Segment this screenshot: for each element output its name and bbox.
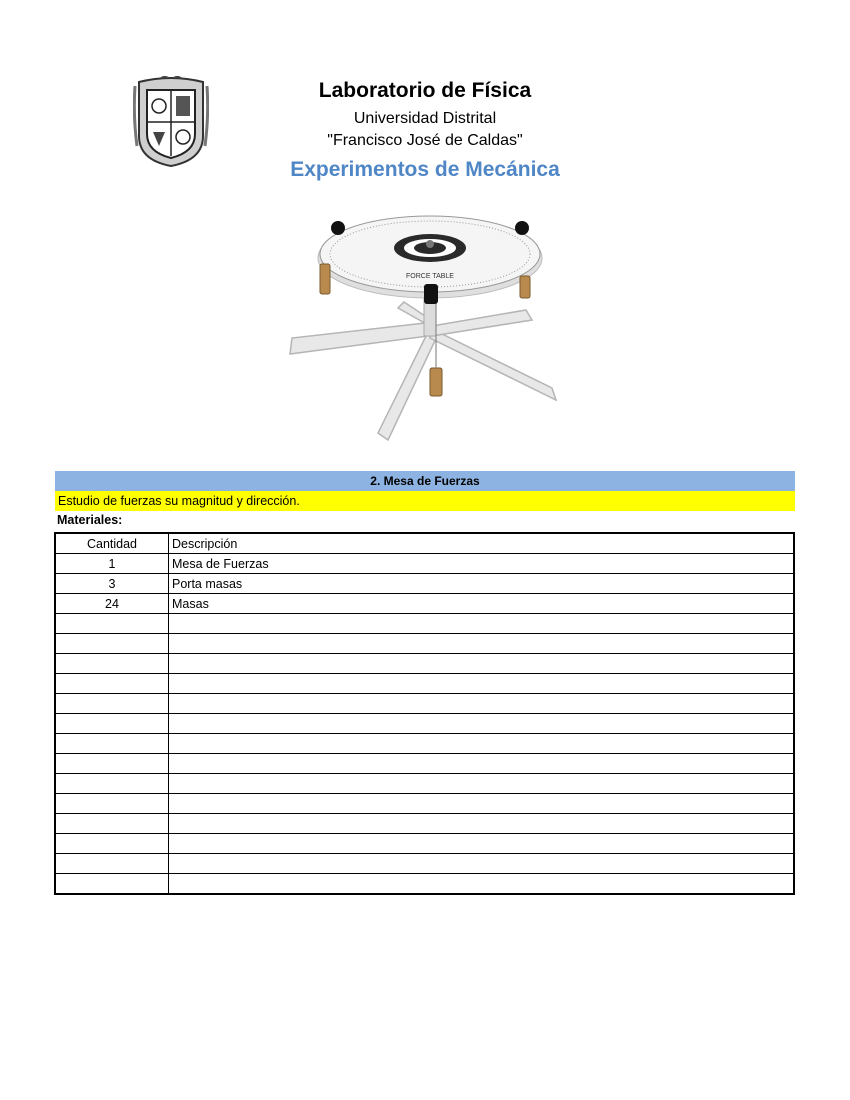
description-cell xyxy=(169,794,795,814)
description-cell xyxy=(169,634,795,654)
description-cell xyxy=(169,734,795,754)
quantity-cell xyxy=(55,834,169,854)
quantity-cell: 3 xyxy=(55,574,169,594)
quantity-cell xyxy=(55,714,169,734)
table-row xyxy=(55,814,794,834)
table-row xyxy=(55,654,794,674)
column-header-description: Descripción xyxy=(169,533,795,554)
description-cell xyxy=(169,834,795,854)
materials-label: Materiales: xyxy=(57,513,123,527)
table-row xyxy=(55,774,794,794)
university-name: Universidad Distrital xyxy=(353,110,497,127)
description-cell: Masas xyxy=(169,594,795,614)
force-table-image xyxy=(280,208,580,448)
table-row xyxy=(55,794,794,814)
description-cell xyxy=(169,774,795,794)
table-header-row xyxy=(55,533,794,554)
description-cell xyxy=(169,694,795,714)
university-dedication: "Francisco José de Caldas" xyxy=(327,132,523,149)
quantity-cell xyxy=(55,754,169,774)
table-row xyxy=(55,714,794,734)
quantity-cell xyxy=(55,794,169,814)
table-row xyxy=(55,594,794,614)
quantity-cell xyxy=(55,734,169,754)
quantity-cell: 1 xyxy=(55,554,169,574)
table-row xyxy=(55,674,794,694)
experiments-title: Experimentos de Mecánica xyxy=(290,158,560,181)
description-cell xyxy=(169,674,795,694)
experiment-heading: 2. Mesa de Fuerzas xyxy=(55,471,795,491)
table-row xyxy=(55,754,794,774)
quantity-cell xyxy=(55,674,169,694)
description-cell xyxy=(169,874,795,895)
table-row xyxy=(55,874,794,895)
quantity-cell xyxy=(55,654,169,674)
quantity-cell xyxy=(55,614,169,634)
description-cell: Porta masas xyxy=(169,574,795,594)
quantity-cell xyxy=(55,854,169,874)
description-cell xyxy=(169,614,795,634)
lab-title: Laboratorio de Física xyxy=(318,79,532,102)
table-row xyxy=(55,614,794,634)
table-row xyxy=(55,854,794,874)
description-cell xyxy=(169,654,795,674)
quantity-cell xyxy=(55,774,169,794)
experiment-description: Estudio de fuerzas su magnitud y dirección. xyxy=(55,491,795,511)
quantity-cell: 24 xyxy=(55,594,169,614)
quantity-cell xyxy=(55,634,169,654)
description-cell xyxy=(169,754,795,774)
table-row xyxy=(55,634,794,654)
column-header-quantity: Cantidad xyxy=(55,533,169,554)
description-cell xyxy=(169,814,795,834)
description-cell: Mesa de Fuerzas xyxy=(169,554,795,574)
force-table-label: FORCE TABLE xyxy=(406,273,454,280)
materials-table xyxy=(54,532,795,895)
table-row xyxy=(55,694,794,714)
table-row xyxy=(55,834,794,854)
table-row xyxy=(55,554,794,574)
quantity-cell xyxy=(55,814,169,834)
quantity-cell xyxy=(55,874,169,895)
table-row xyxy=(55,734,794,754)
quantity-cell xyxy=(55,694,169,714)
description-cell xyxy=(169,854,795,874)
table-row xyxy=(55,574,794,594)
description-cell xyxy=(169,714,795,734)
